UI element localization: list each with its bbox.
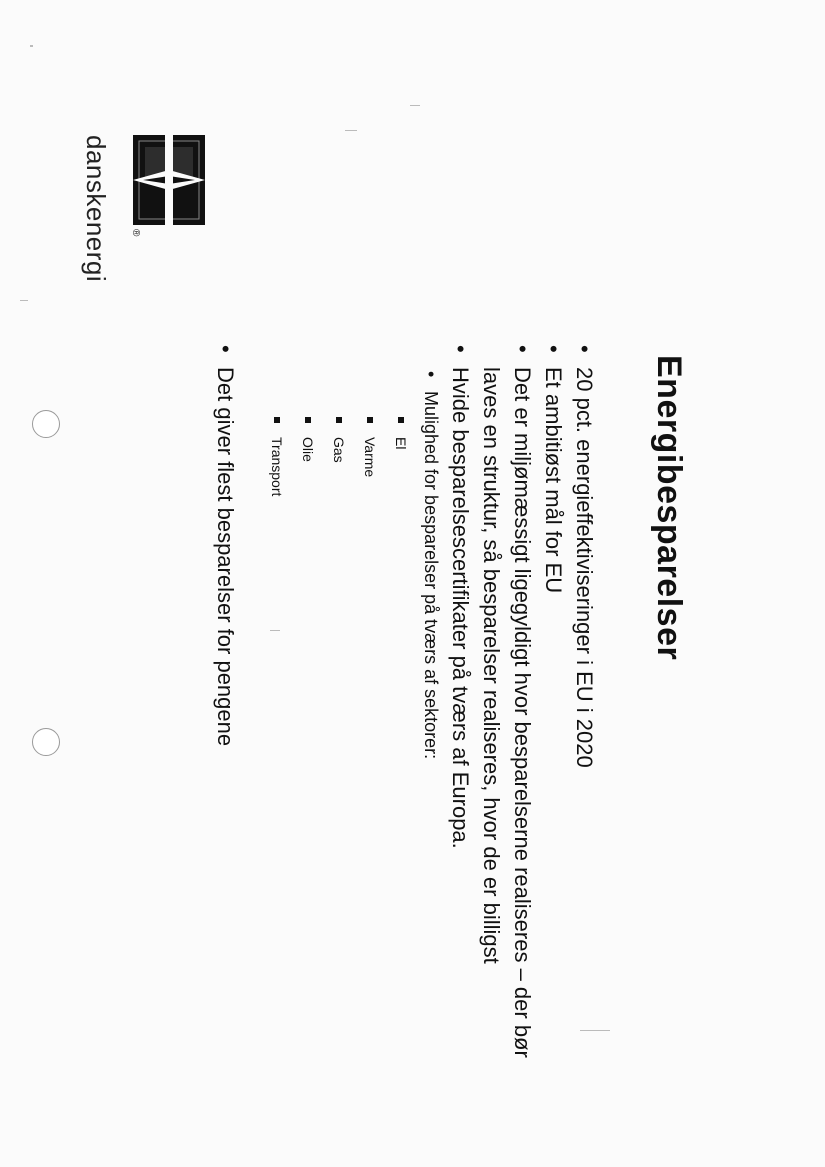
- sub-bullet-item: [261, 367, 445, 1085]
- bullet-item: • 20 pct. energieffektiviseringer i EU i 2020: [569, 345, 600, 1085]
- trademark-symbol: ®: [130, 229, 141, 237]
- sub-bullet-text: Mulighed for besparelser på tværs af sektorer:: [421, 391, 441, 760]
- sub-bullet-list: [261, 367, 445, 1085]
- sector-item: Olie: [292, 415, 323, 1085]
- dansk-energi-logo: [81, 135, 205, 283]
- sector-item: Transport: [261, 415, 292, 1085]
- slide-title: Energibesparelser: [650, 355, 688, 661]
- sector-item: Gas: [323, 415, 354, 1085]
- rotated-slide: [60, 80, 700, 1100]
- scan-speck: [20, 300, 28, 301]
- bullet-list: [210, 345, 600, 1085]
- punch-hole: [32, 728, 60, 756]
- bullet-item: • Et ambitiøst mål for EU: [538, 345, 569, 1085]
- bullet-item: • Det giver flest besparelser for pengene: [210, 345, 241, 1085]
- de-logo-icon: [133, 135, 205, 225]
- brand-name: danskenergi: [81, 135, 111, 283]
- bullet-item: • Det er miljømæssigt ligegyldigt hvor besparelserne realiseres – der bør laves en struktur, så besparelser realiseres, hvor de er billigst: [476, 345, 538, 1085]
- bullet-item: [261, 345, 476, 1085]
- sector-item: El: [385, 415, 416, 1085]
- sector-list: [261, 391, 416, 1085]
- punch-hole: [32, 410, 60, 438]
- bullet-text: Hvide besparelsescertifikater på tværs af Europa.: [448, 367, 473, 849]
- sector-item: Varme: [354, 415, 385, 1085]
- scan-speck: [30, 45, 33, 47]
